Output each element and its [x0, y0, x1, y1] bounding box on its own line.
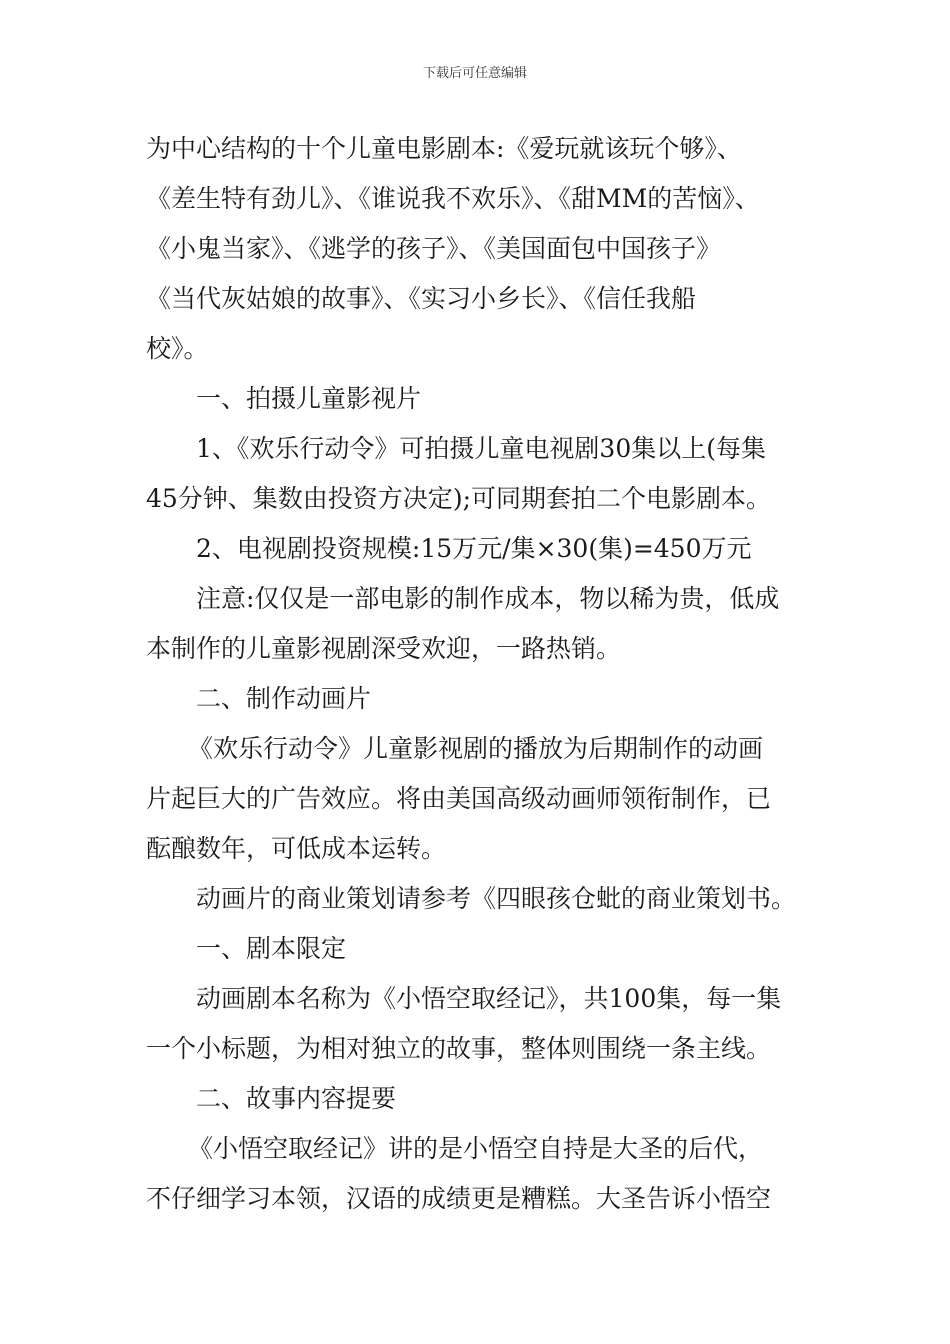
- section-heading: 二、制作动画片: [196, 684, 372, 713]
- text-line: 本制作的儿童影视剧深受欢迎，一路热销。: [146, 634, 622, 663]
- text-line: 一个小标题，为相对独立的故事，整体则围绕一条主线。: [146, 1034, 772, 1063]
- page-header: 下载后可任意编辑: [422, 66, 527, 81]
- text-line: 片起巨大的广告效应。将由美国高级动画师领衔制作，已: [146, 784, 772, 813]
- text-line: 《小鬼当家》、《逃学的孩子》、《美国面包中国孩子》: [146, 234, 722, 263]
- section-heading: 一、剧本限定: [196, 934, 347, 963]
- text-line: 1、《欢乐行动令》可拍摄儿童电视剧30集以上(每集: [196, 434, 766, 463]
- section-heading: 二、故事内容提要: [196, 1084, 397, 1113]
- text-line: 动画剧本名称为《小悟空取经记》，共100集，每一集: [196, 984, 782, 1013]
- text-line: 动画片的商业策划请参考《四眼孩仓蚍的商业策划书。: [196, 884, 797, 913]
- text-line: 为中心结构的十个儿童电影剧本:《爱玩就该玩个够》、: [146, 134, 742, 163]
- text-line: 45分钟、集数由投资方决定);可同期套拍二个电影剧本。: [146, 484, 771, 513]
- text-line: 注意:仅仅是一部电影的制作成本，物以稀为贵，低成: [196, 584, 780, 613]
- text-line: 《小悟空取经记》讲的是小悟空自持是大圣的后代，: [188, 1134, 764, 1163]
- text-line: 酝酿数年，可低成本运转。: [146, 834, 447, 863]
- document-body: [146, 124, 816, 1224]
- text-line: 《当代灰姑娘的故事》、《实习小乡长》、《信任我船: [146, 284, 697, 313]
- text-line: 《欢乐行动令》儿童影视剧的播放为后期制作的动画: [188, 734, 764, 763]
- text-line: 校》。: [146, 334, 209, 363]
- section-heading: 一、拍摄儿童影视片: [196, 384, 422, 413]
- text-line: 不仔细学习本领，汉语的成绩更是糟糕。大圣告诉小悟空: [146, 1184, 772, 1213]
- text-line: 《差生特有劲儿》、《谁说我不欢乐》、《甜MM的苦恼》、: [146, 184, 760, 213]
- text-line: 2、电视剧投资规模:15万元/集×30(集)=450万元: [196, 534, 752, 563]
